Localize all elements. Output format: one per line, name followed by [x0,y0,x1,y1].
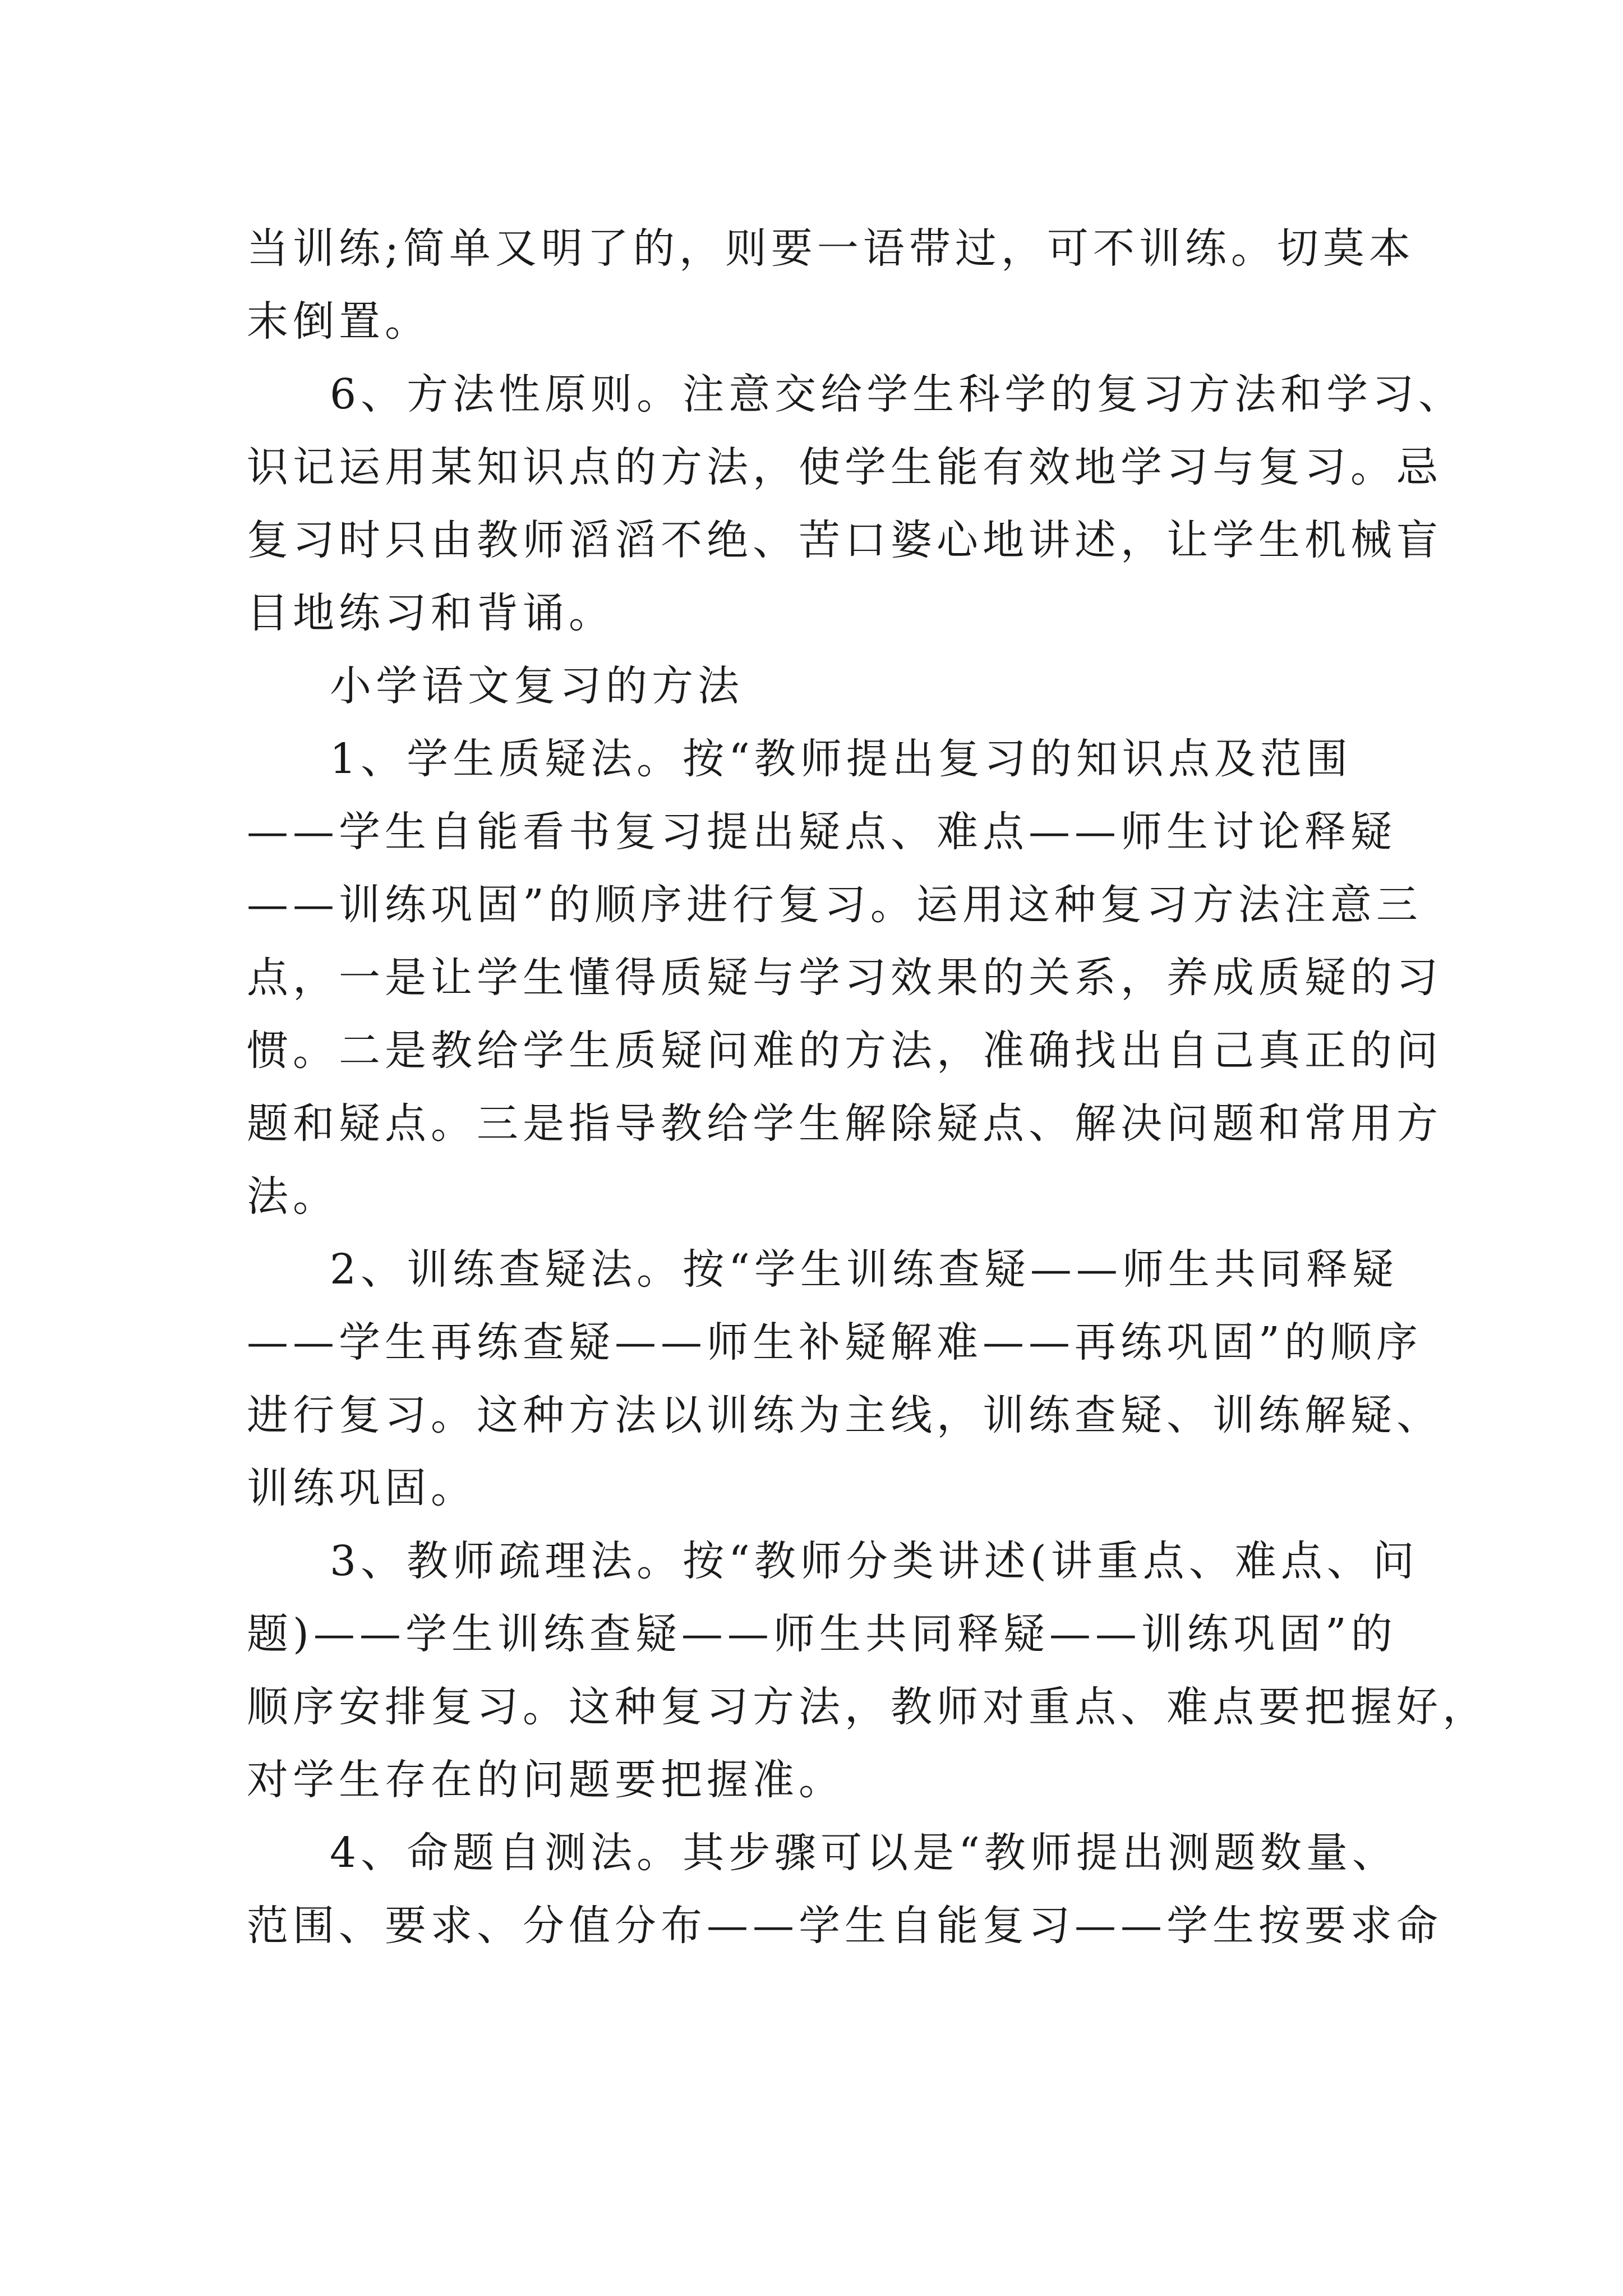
text-line: 题)——学生训练查疑——师生共同释疑——训练巩固”的 [247,1610,1397,1658]
text-line: 对学生存在的问题要把握准。 [247,1756,845,1804]
paragraph-first-line: 1、学生质疑法。按“教师提出复习的知识点及范围 [330,735,1352,783]
text-line: 训练巩固。 [247,1464,477,1512]
text-line: 点，一是让学生懂得质疑与学习效果的关系，养成质疑的习 [247,954,1442,1002]
text-line: 复习时只由教师滔滔不绝、苦口婆心地讲述，让学生机械盲 [247,516,1442,564]
text-line: 惯。二是教给学生质疑问难的方法，准确找出自己真正的问 [247,1027,1442,1075]
text-line: 末倒置。 [247,297,431,346]
section-heading: 小学语文复习的方法 [330,662,744,710]
paragraph-first-line: 4、命题自测法。其步骤可以是“教师提出测题数量、 [330,1829,1398,1877]
paragraph-first-line: 3、教师疏理法。按“教师分类讲述(讲重点、难点、问 [330,1537,1419,1585]
text-line: 进行复习。这种方法以训练为主线，训练查疑、训练解疑、 [247,1391,1442,1439]
document-body [247,212,1488,1962]
text-line: 当训练;简单又明了的，则要一语带过，可不训练。切莫本 [247,224,1415,273]
text-line: 范围、要求、分值分布——学生自能复习——学生按要求命 [247,1902,1442,1950]
text-line: ——训练巩固”的顺序进行复习。运用这种复习方法注意三 [247,881,1422,929]
text-line: 法。 [247,1172,339,1221]
text-line: 识记运用某知识点的方法，使学生能有效地学习与复习。忌 [247,443,1442,491]
text-line: 顺序安排复习。这种复习方法，教师对重点、难点要把握好， [247,1683,1488,1731]
text-line: ——学生再练查疑——师生补疑解难——再练巩固”的顺序 [247,1318,1422,1366]
paragraph-first-line: 2、训练查疑法。按“学生训练查疑——师生共同释疑 [330,1245,1398,1294]
text-line: ——学生自能看书复习提出疑点、难点——师生讨论释疑 [247,808,1396,856]
paragraph-first-line: 6、方法性原则。注意交给学生科学的复习方法和学习、 [330,370,1465,418]
text-line: 目地练习和背诵。 [247,589,615,637]
text-line: 题和疑点。三是指导教给学生解除疑点、解决问题和常用方 [247,1099,1442,1148]
